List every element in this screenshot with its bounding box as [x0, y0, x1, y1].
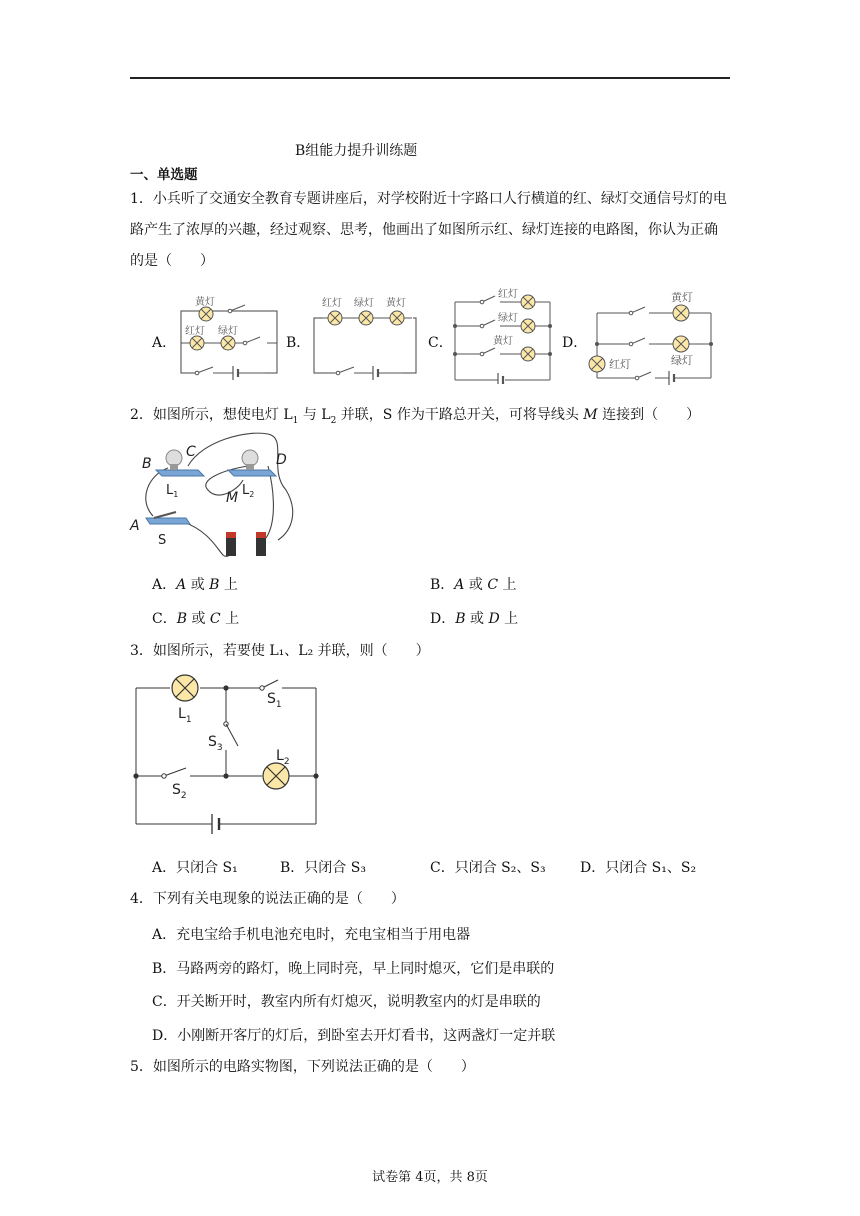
- q1a-yellow-text: 黄灯: [195, 297, 215, 308]
- q1b-red-text: 红灯: [322, 298, 342, 309]
- q1d-yellow-text: 黄灯: [671, 291, 693, 304]
- q2-option-c: C．B 或 C 上: [152, 611, 240, 627]
- q1-circuit-c: [450, 284, 562, 384]
- q4-option-c: C．开关断开时，教室内所有灯熄灭，说明教室内的灯是串联的: [152, 994, 541, 1010]
- q3-circuit: [126, 666, 326, 842]
- q1c-yellow-text: 黄灯: [493, 336, 513, 347]
- q2-real-circuit: [128, 430, 303, 565]
- q2-point-m: M: [226, 490, 239, 506]
- q1a-red-text: 红灯: [185, 326, 205, 337]
- q1a-green-text: 绿灯: [218, 326, 238, 337]
- q3-s2-label: $S_2$: [172, 782, 187, 801]
- question-5-stem: 5．如图所示的电路实物图，下列说法正确的是（ ）: [130, 1059, 475, 1075]
- section-heading: 一、单选题: [130, 167, 198, 183]
- q3-option-b: B．只闭合 S₃: [280, 860, 366, 876]
- question-4-stem: 4．下列有关电现象的说法正确的是（ ）: [130, 891, 405, 907]
- q2-option-d: D．B 或 D 上: [430, 611, 519, 627]
- q4-option-a: A．充电宝给手机电池充电时，充电宝相当于用电器: [152, 927, 471, 943]
- q1a-yellow-lamp: [199, 307, 213, 321]
- q2-lamp-l2-label: $L_2$: [242, 483, 255, 499]
- q2-point-c: C: [186, 444, 196, 460]
- q2-switch-label: S: [158, 533, 167, 548]
- q3-l2-label: $L_2$: [276, 748, 290, 767]
- q3-s3-label: $S_3$: [208, 734, 223, 753]
- q3-s1-label: $S_1$: [267, 691, 282, 710]
- q1-option-c-label: C．: [428, 335, 453, 351]
- q1-circuit-d: [585, 286, 717, 386]
- q1-option-b-label: B．: [286, 335, 311, 351]
- q1-circuit-b: [308, 292, 420, 382]
- header-rule: [130, 77, 730, 79]
- q3-option-c: C．只闭合 S₂、S₃: [430, 860, 546, 876]
- question-1-stem: 1．小兵听了交通安全教育专题讲座后，对学校附近十字路口人行横道的红、绿灯交通信号灯的电路产生了浓厚的兴趣，经过观察、思考，他画出了如图所示红、绿灯连接的电路图，你认为正确的是（ ）: [130, 191, 727, 269]
- q1b-yellow-text: 黄灯: [386, 298, 406, 309]
- question-3-stem: 3．如图所示，若要使 L₁、L₂ 并联，则（ ）: [130, 643, 430, 659]
- q2-point-a: A: [130, 518, 140, 534]
- q3-option-a: A．只闭合 S₁: [152, 860, 238, 876]
- q2-option-b: B．A 或 C 上: [430, 577, 517, 593]
- q1d-red-text: 红灯: [609, 358, 631, 371]
- question-2-stem: 2．如图所示，想使电灯 $L_1$ 与 $L_2$ 并联，S 作为干路总开关，可将导线头 M 连接到（ ）: [130, 407, 701, 426]
- q1-option-d-label: D．: [562, 335, 588, 351]
- q2-point-b: B: [142, 456, 152, 472]
- q4-option-b: B．马路两旁的路灯，晚上同时亮，早上同时熄灭，它们是串联的: [152, 961, 555, 977]
- q2-lamp-l1-label: $L_1$: [166, 483, 179, 499]
- q1b-green-text: 绿灯: [354, 298, 374, 309]
- q2-option-a: A．A 或 B 上: [152, 577, 238, 593]
- page-footer: 试卷第 4页，共 8页: [372, 1170, 488, 1185]
- q1-circuit-a: [175, 292, 285, 382]
- q1d-green-text: 绿灯: [671, 354, 693, 367]
- q3-l1-label: $L_1$: [178, 706, 192, 725]
- q1c-red-text: 红灯: [498, 289, 518, 300]
- q2-point-d: D: [276, 452, 287, 468]
- q4-option-d: D．小刚断开客厅的灯后，到卧室去开灯看书，这两盏灯一定并联: [152, 1028, 556, 1044]
- q1c-green-text: 绿灯: [498, 313, 518, 324]
- q3-option-d: D．只闭合 S₁、S₂: [580, 860, 697, 876]
- page-title: B组能力提升训练题: [295, 143, 418, 159]
- q1-option-a-label: A．: [152, 335, 177, 351]
